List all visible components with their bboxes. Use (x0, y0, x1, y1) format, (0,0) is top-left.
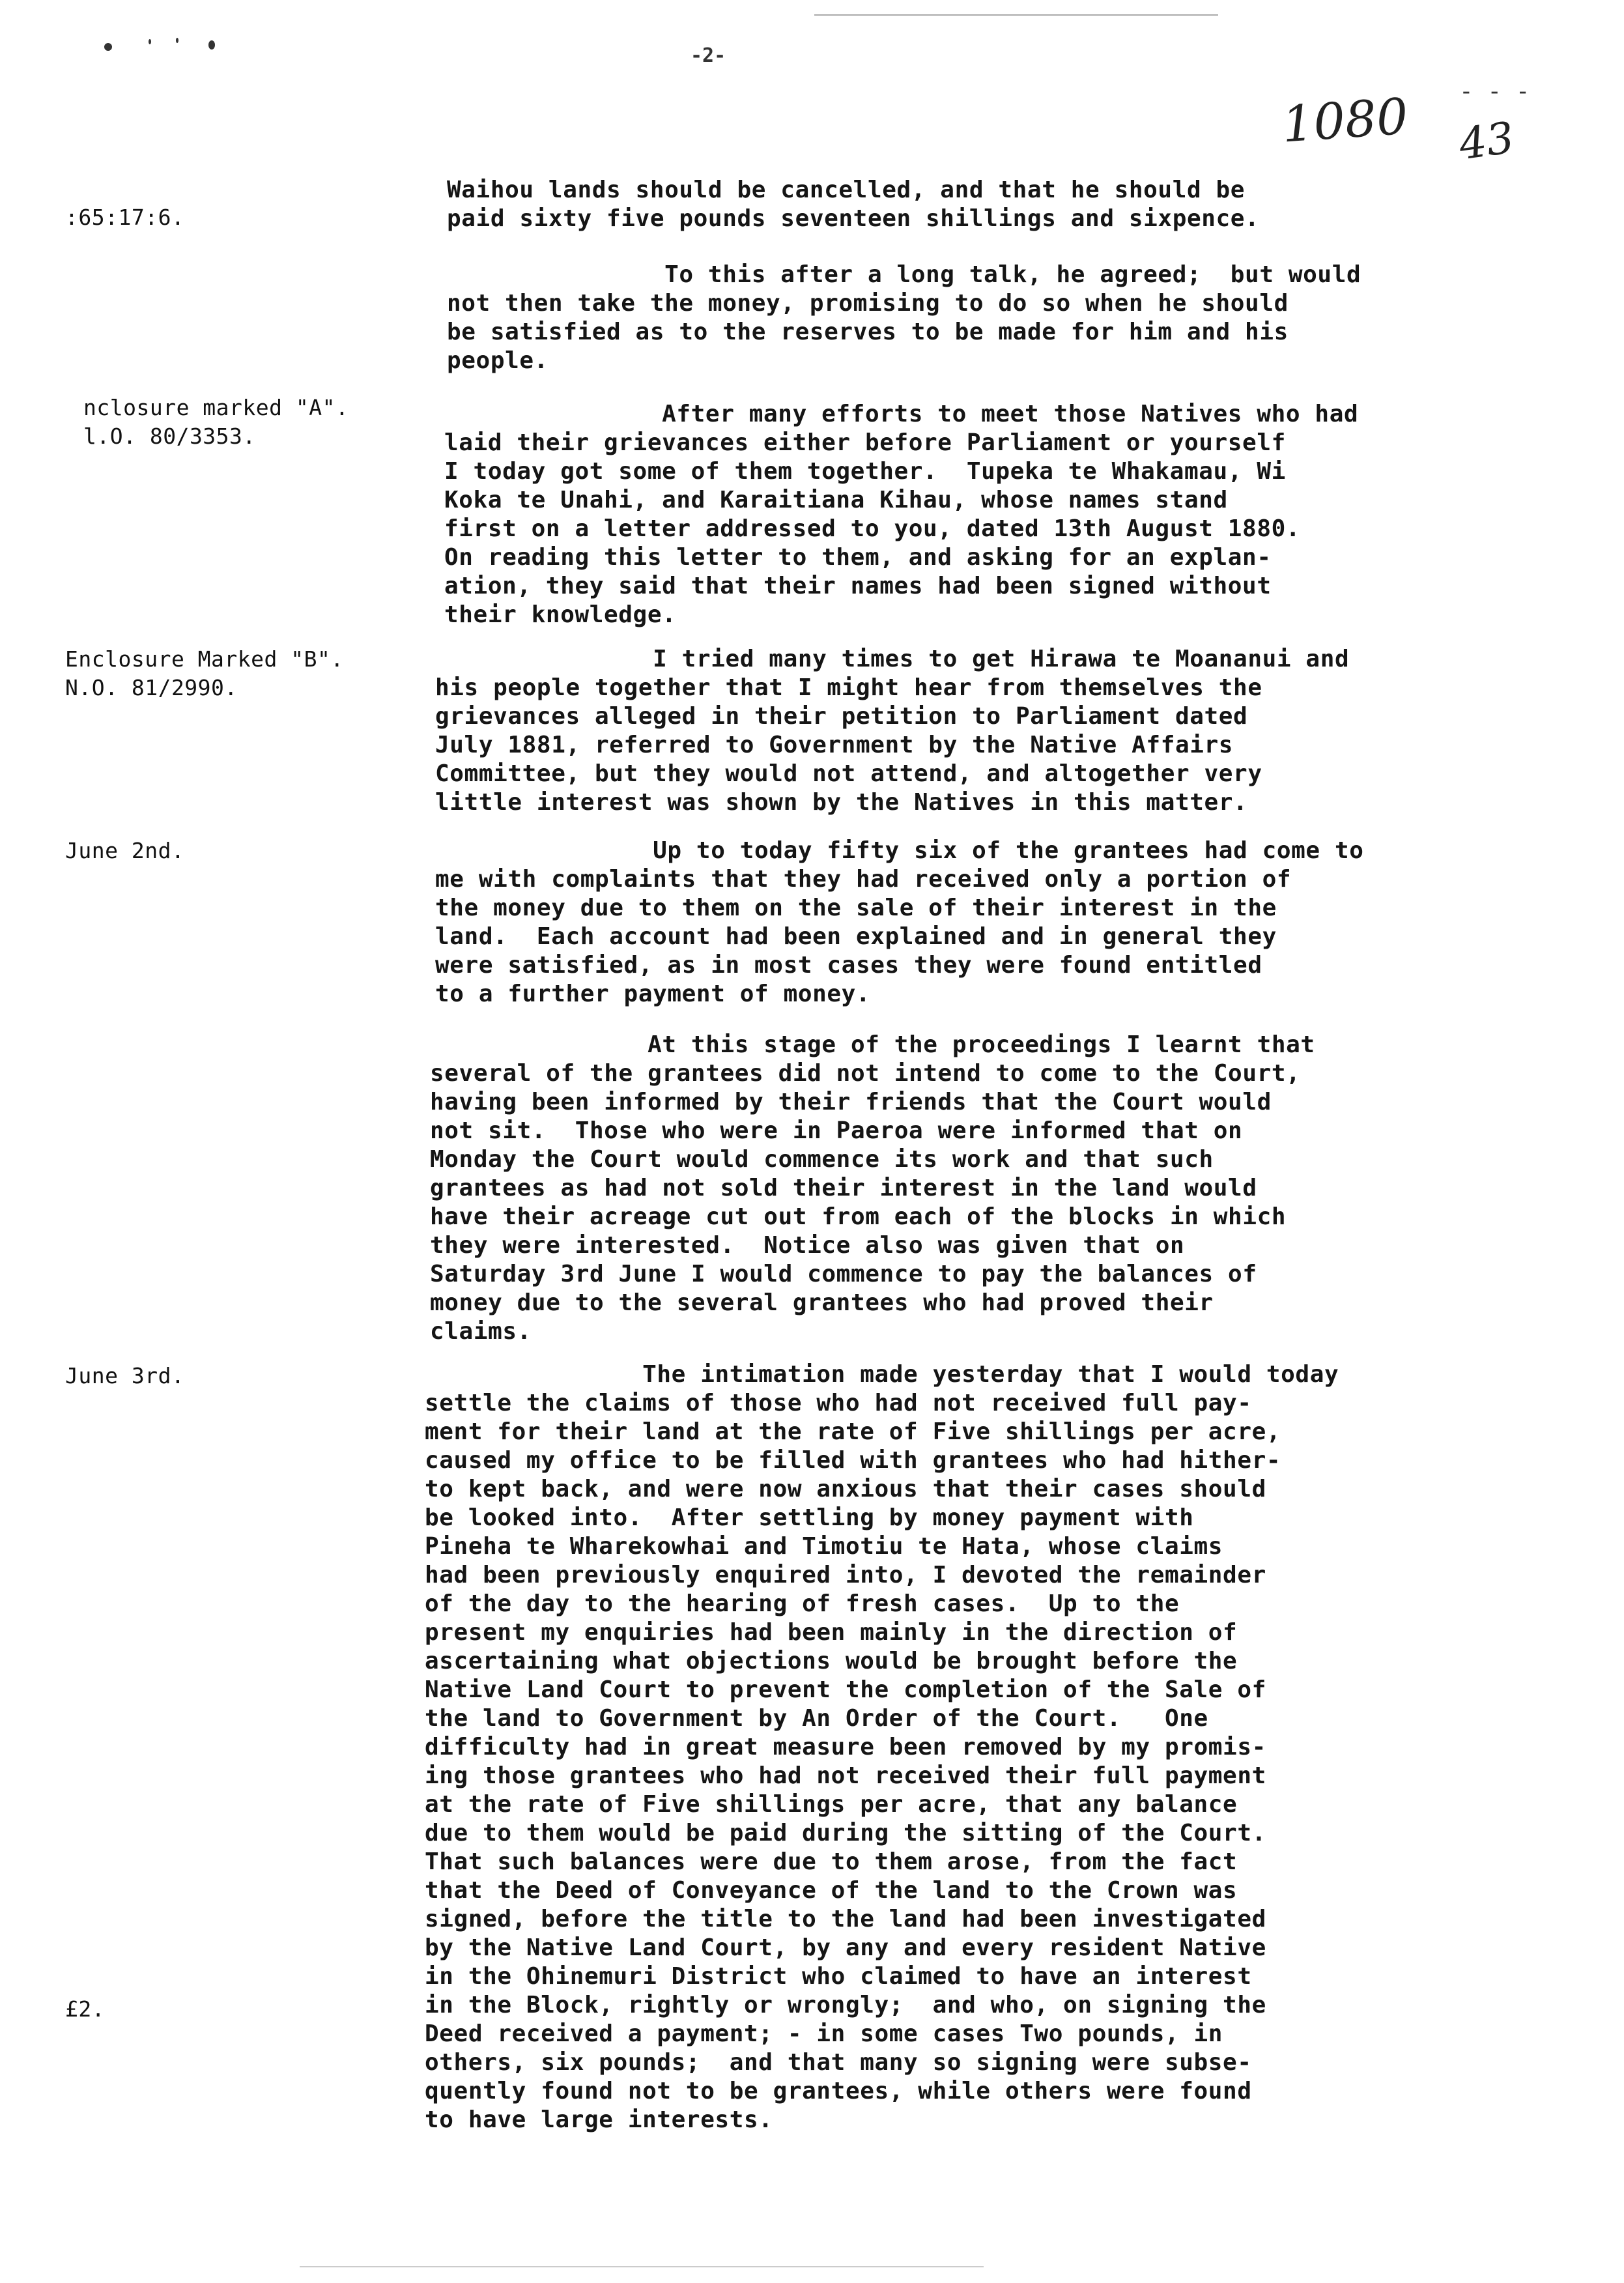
scan-edge-line-top (814, 14, 1218, 16)
paragraph-proceedings: At this stage of the proceedings I learnt that several of the grantees did not intend to come to the Court, having been informed by their friends that the Court would not sit. Those who were in Paeroa were informed that on Monday the Court would commence its work and that such grantees as had not sold their interest in the land would have their acreage cut out from each of the blocks in which they were interested. Notice also was given that on Saturday 3rd June I would commence to pay the balances of money due to the several grantees who had proved their claims. (430, 1031, 1315, 1345)
margin-date-june-2: June 2nd. (65, 838, 185, 863)
paragraph-grievances: After many efforts to meet those Natives who had laid their grievances either before Parliament or yourself I today got some of them together. Tupeka te Whakamau, Wi Koka te Unahi, and Karaitiana Kihau, whose names stand first on a letter addressed to you, dated 13th August 1880. On reading this letter to them, and asking for an explan- ation, they said that their names had been signed without their knowledge. (444, 401, 1359, 628)
margin-enclosure-b-line2: N.O. 81/2990. (65, 675, 238, 700)
handwritten-folio-number: 1080 (1280, 87, 1410, 154)
margin-enclosure-a-line2: l.O. 80/3353. (83, 424, 256, 449)
margin-enclosure-b-line1: Enclosure Marked "B". (65, 646, 344, 672)
page-number-mark: -2- (691, 44, 726, 67)
margin-amount: :65:17:6. (65, 205, 185, 230)
paragraph-waihou-lands: Waihou lands should be cancelled, and that he should be paid sixty five pounds seventeen shillings and sixpence. (447, 177, 1260, 232)
scan-speck (149, 39, 151, 44)
handwritten-corner-number: 43 (1456, 112, 1517, 170)
hole-punch-mark (208, 40, 215, 50)
margin-date-june-3: June 3rd. (65, 1363, 185, 1388)
paragraph-june-2: Up to today fifty six of the grantees had come to me with complaints that they had received only a portion of the money due to them on the sale of their interest in the land. Each account had been explained and in general they were satisfied, as in most cases they were found entitled to a further payment of money. (435, 837, 1364, 1007)
corner-dashes: - - - (1459, 78, 1530, 105)
paragraph-hirawa: I tried many times to get Hirawa te Moananui and his people together that I might hear from themselves the grievances alleged in their petition to Parliament dated July 1881, referred to Government by the Native Affairs Committee, but they would not attend, and altogether very little interest was shown by the Natives in this matter. (435, 646, 1350, 816)
hole-punch-mark (104, 43, 112, 51)
scan-edge-line-bottom (300, 2266, 984, 2267)
margin-pounds: £2. (65, 1996, 106, 2022)
margin-enclosure-a-line1: nclosure marked "A". (83, 395, 349, 420)
scan-speck (176, 38, 178, 43)
paragraph-june-3: The intimation made yesterday that I would today settle the claims of those who had not received full pay- ment for their land at the rate of Five shillings per acre, caused my office to be filled with grantees who had hither- to kept back, and were now anxious that their cases should be looked into. After settling by money payment with Pineha te Wharekowhai and Timotiu te Hata, whose claims had been previously enquired into, I devoted the remainder of the day to the hearing of fresh cases. Up to the present my enquiries had been mainly in the direction of ascertaining what objections would be brought before the Native Land Court to prevent the completion of the Sale of the land to Government by An Order of the Court. One difficulty had in great measure been removed by my promis- ing those grantees who had not received their full payment at the rate of Five shillings per acre, that any balance due to them would be paid during the sitting of the Court. That such balances were due to them arose, from the fact that the Deed of Conveyance of the land to the Crown was signed, before the title to the land had been investigated by the Native Land Court, by any and every resident Native in the Ohinemuri District who claimed to have an interest in the Block, rightly or wrongly; and who, on signing the Deed received a payment; - in some cases Two pounds, in others, six pounds; and that many so signing were subse- quently found not to be grantees, while others were found to have large interests. (425, 1361, 1339, 2133)
paragraph-long-talk: To this after a long talk, he agreed; but would not then take the money, promising to do so when he should be satisfied as to the reserves to be made for him and his people. (447, 261, 1361, 374)
